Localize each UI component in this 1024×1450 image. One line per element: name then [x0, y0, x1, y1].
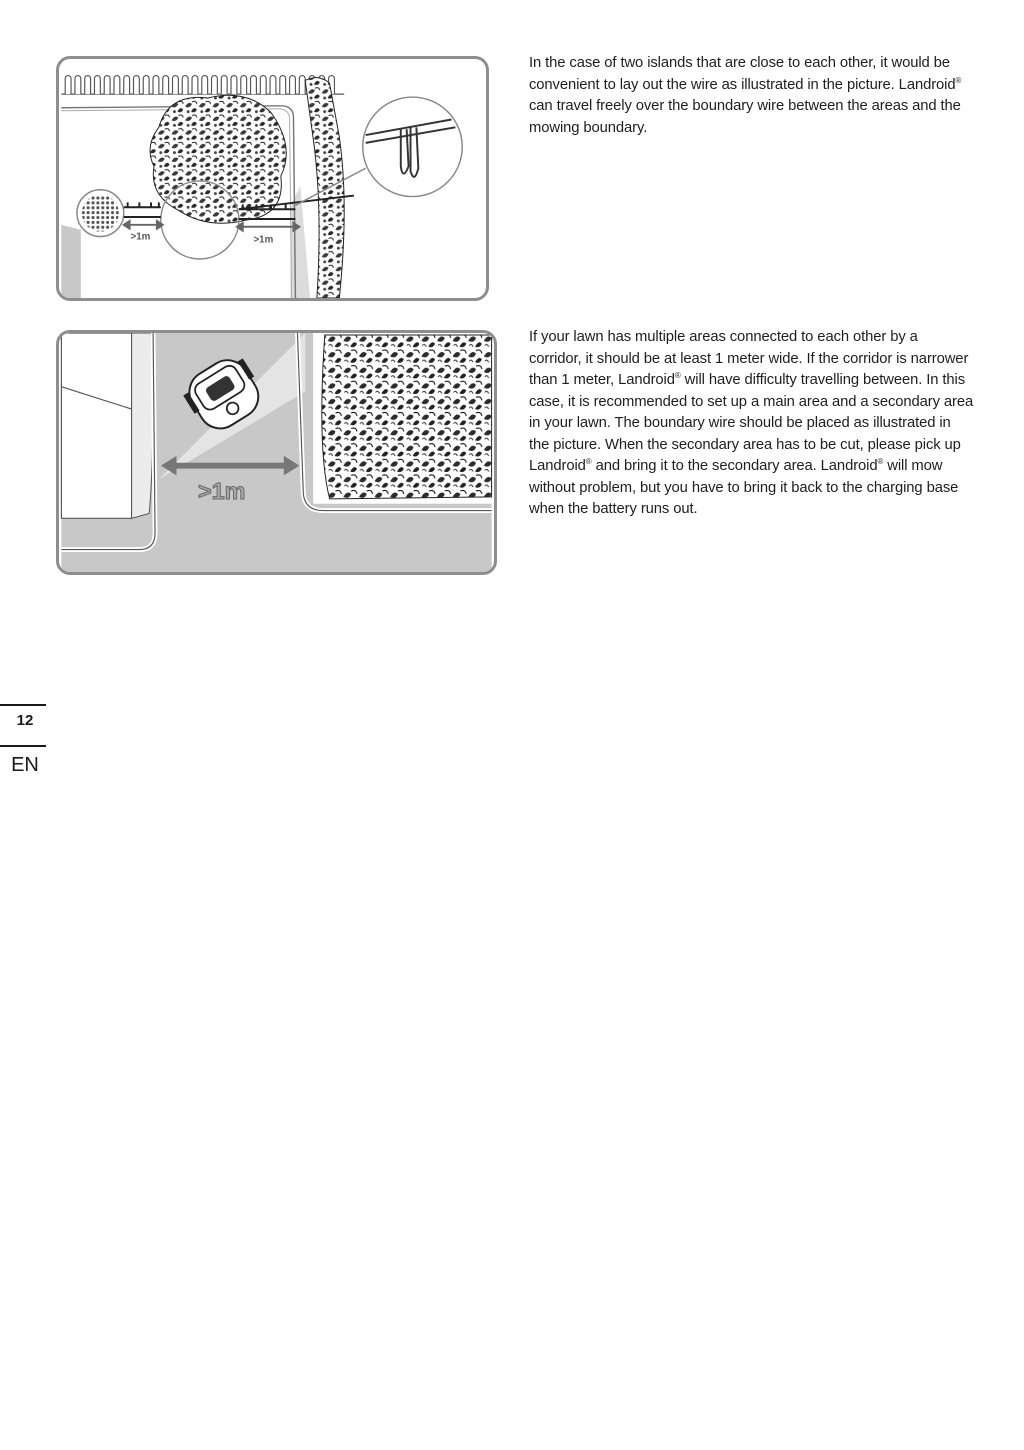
page-tab-rule-bottom [0, 745, 46, 747]
patio-shadow [132, 333, 153, 518]
corridor-paragraph-text-3: and bring it to the secondary area. Landroid [591, 458, 878, 474]
registered-mark: ® [674, 371, 681, 381]
fence [61, 76, 344, 95]
islands-drawing [59, 59, 486, 298]
registered-mark: ® [955, 75, 962, 85]
lawn-edge-left [61, 225, 81, 298]
small-island-shrub [82, 195, 119, 232]
islands-paragraph-text-2: can travel freely over the boundary wire between the areas and the mowing boundary. [529, 98, 961, 136]
islands-illustration [56, 56, 489, 301]
distance-arrow-2 [237, 223, 299, 231]
corridor-paragraph [529, 327, 974, 521]
registered-mark: ® [585, 457, 592, 467]
hedge [305, 78, 344, 298]
registered-mark: ® [877, 457, 884, 467]
hedge [322, 335, 492, 499]
corridor-paragraph-text-4: will mow without problem, but you have to bring it back to the charging base when the battery runs out. [529, 458, 959, 517]
tree-canopy [150, 95, 286, 223]
corridor-width-label: >1m [197, 477, 246, 504]
distance-arrow-1 [124, 221, 163, 229]
distance-label-1: >1m [130, 231, 151, 243]
corridor-illustration [56, 330, 497, 575]
page-tab-rule-top [0, 704, 46, 706]
islands-paragraph-text-1: In the case of two islands that are close to each other, it would be convenient to lay out the wire as illustrated in the picture. Landroid [529, 55, 956, 93]
corridor-paragraph-text-1: If your lawn has multiple areas connected to each other by a corridor, it should be at least 1 meter wide. If the corridor is narrower than 1 meter, Landroid [529, 329, 969, 388]
wire-detail-zoom [363, 97, 463, 197]
wire-between-islands-1 [124, 202, 161, 217]
corridor-paragraph-text-2: will have difficulty travelling between. In this case, it is recommended to set up a main area and a secondary area in your lawn. The boundary wire should be placed as illustrated in the picture. When the secondary area has to be cut, please pick up Landroid [529, 372, 974, 474]
islands-paragraph [529, 53, 974, 139]
language-code: EN [11, 754, 39, 776]
patio-area [61, 333, 131, 518]
distance-label-2: >1m [253, 234, 274, 246]
corridor-drawing [59, 333, 494, 572]
page-number: 12 [16, 712, 34, 729]
